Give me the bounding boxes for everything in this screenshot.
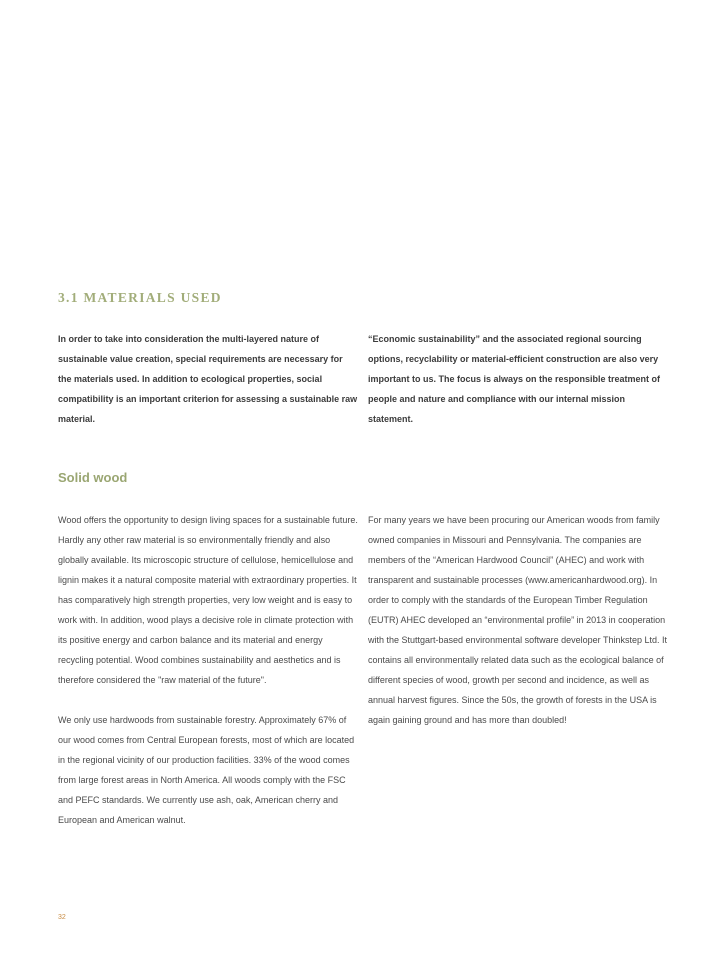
solid-wood-heading: Solid wood: [58, 470, 128, 485]
intro-paragraph-left: In order to take into consideration the multi-layered nature of sustainable value creation, special requirements are necessary for the materials used. In addition to ecological properties, social compatibility is an important criterion for assessing a sustainable raw material.: [58, 334, 358, 424]
page-number: 32: [58, 914, 66, 921]
wood-paragraph-right-1: For many years we have been procuring our American woods from family owned companies in Missouri and Pennsylvania. The companies are members of the “American Hardwood Council” (AHEC) and work with transparent and sustainable processes (www.americanhardwood.org). In order to comply with the standards of the European Timber Regulation (EUTR) AHEC developed an “environmental profile” in 2013 in cooperation with the Stuttgart-based environmental software developer Thinkstep Ltd. It contains all environmentally related data such as the ecological balance of different species of wood, growth per second and incidence, as well as annual harvest figures. Since the 50s, the growth of forests in the USA is again gaining ground and has more than doubled!: [368, 515, 667, 725]
wood-paragraph-left-1: Wood offers the opportunity to design living spaces for a sustainable future. Hardly any other raw material is so environmentally friendly and also globally available. Its microscopic structure of cellulose, hemicellulose and lignin makes it a natural composite material with extraordinary properties. It has comparatively high strength properties, very low weight and is easy to work with. In addition, wood plays a decisive role in climate protection with its positive energy and carbon balance and its material and energy recycling potential. Wood combines sustainability and aesthetics and is therefore considered the "raw material of the future".: [58, 515, 358, 685]
intro-paragraph-right: “Economic sustainability” and the associated regional sourcing options, recyclability or material-efficient construction are also very important to us. The focus is always on the responsible treatment of people and nature and compliance with our internal mission statement.: [368, 334, 661, 424]
section-heading: 3.1 MATERIALS USED: [58, 290, 222, 305]
wood-paragraph-left-2: We only use hardwoods from sustainable forestry. Approximately 67% of our wood comes from Central European forests, most of which are located in the regional vicinity of our production facilities. 33% of the wood comes from large forest areas in North America. All woods comply with the FSC and PEFC standards. We currently use ash, oak, American cherry and European and American walnut.: [58, 715, 355, 825]
